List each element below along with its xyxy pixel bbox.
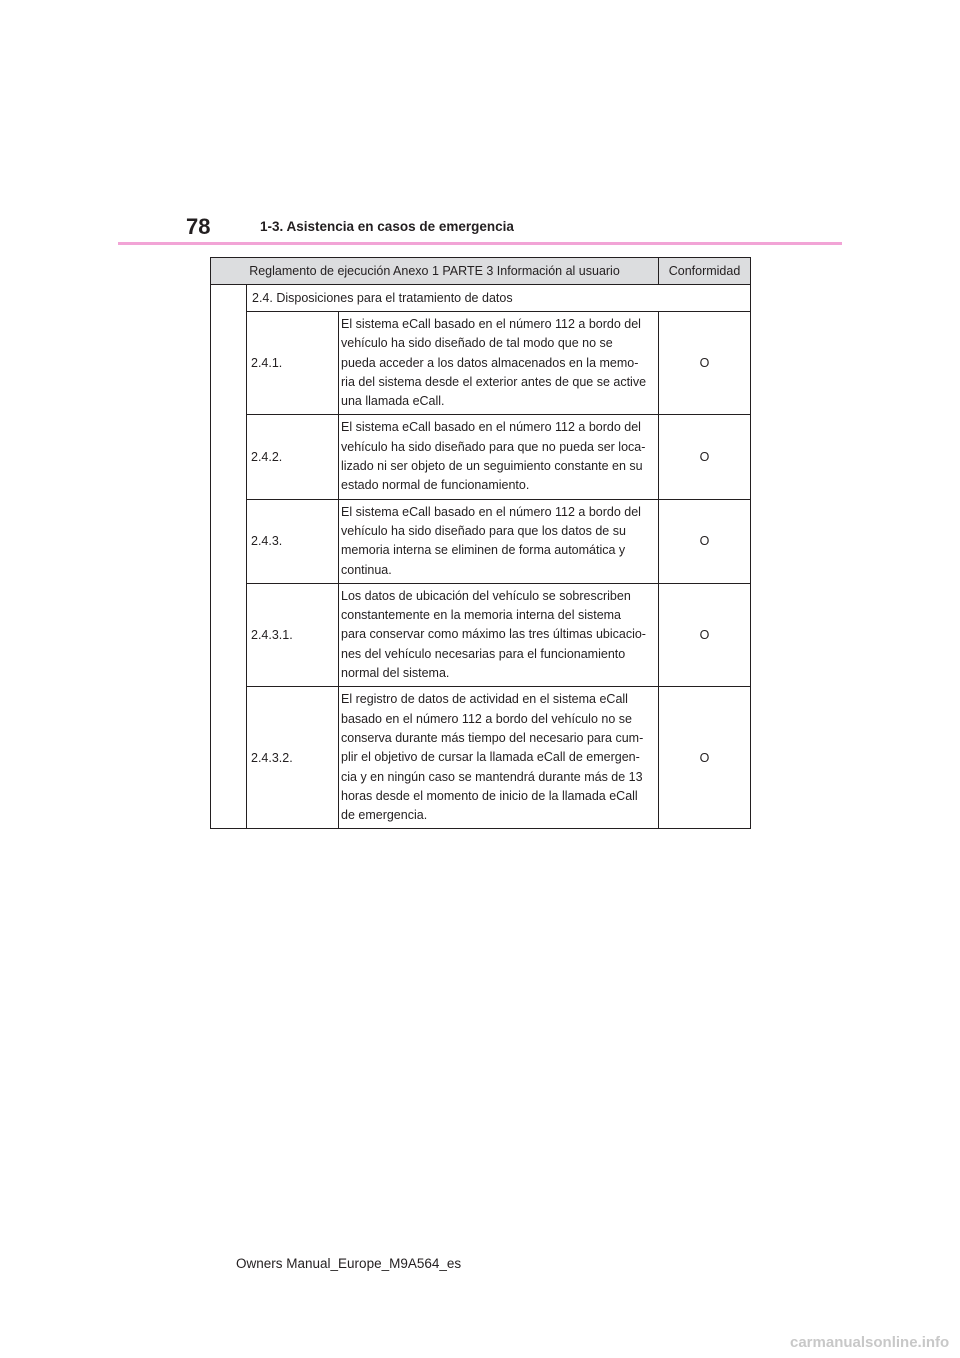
description-line: El sistema eCall basado en el número 112 a bordo del <box>341 317 641 331</box>
description-line: de emergencia. <box>341 808 428 823</box>
clause-description <box>339 499 659 583</box>
description-line: Los datos de ubicación del vehículo se sobrescriben <box>341 588 631 603</box>
description-line: nes del vehículo necesarias para el funcionamiento <box>341 646 626 661</box>
section-heading: 2.4. Disposiciones para el tratamiento de datos <box>247 285 751 312</box>
header-divider <box>118 242 842 245</box>
description-line: continua. <box>341 562 392 577</box>
site-watermark: carmanualsonline.info <box>790 1334 950 1351</box>
manual-id-footer: Owners Manual_Europe_M9A564_es <box>236 1256 462 1271</box>
description-line: constantemente en la memoria interna del sistema <box>341 608 622 623</box>
description-line: El registro de datos de actividad en el sistema eCall <box>341 692 628 707</box>
clause-description <box>339 583 659 686</box>
conformity-column-header: Conformidad <box>659 258 751 285</box>
clause-number: 2.4.2. <box>247 415 339 499</box>
section-title: 1-3. Asistencia en casos de emergencia <box>260 219 514 234</box>
description-line: basado en el número 112 a bordo del vehículo no se <box>341 711 632 726</box>
conformity-mark: O <box>659 415 751 499</box>
conformity-mark: O <box>659 687 751 829</box>
description-line: horas desde el momento de inicio de la llamada eCall <box>341 788 638 803</box>
description-line: normal del sistema. <box>341 666 450 681</box>
description-line: El sistema eCall basado en el número 112 a bordo del <box>341 504 641 519</box>
conformity-mark: O <box>659 312 751 415</box>
table-row <box>211 312 751 415</box>
conformity-mark: O <box>659 499 751 583</box>
description-line: conserva durante más tiempo del necesario para cum- <box>341 730 644 745</box>
clause-description <box>339 415 659 499</box>
description-line: vehículo ha sido diseñado de tal modo que no se <box>341 336 613 351</box>
table-row <box>211 583 751 686</box>
description-line: vehículo ha sido diseñado para que no pueda ser loca- <box>341 439 646 454</box>
description-line: ria del sistema desde el exterior antes de que se active <box>341 374 647 389</box>
clause-number: 2.4.3.2. <box>247 687 339 829</box>
table-row <box>211 499 751 583</box>
description-line: estado normal de funcionamiento. <box>341 478 530 493</box>
description-line: para conservar como máximo las tres últimas ubicacio- <box>341 627 646 642</box>
regulation-column-header: Reglamento de ejecución Anexo 1 PARTE 3 Información al usuario <box>211 258 659 285</box>
conformity-mark: O <box>659 583 751 686</box>
clause-number: 2.4.3.1. <box>247 583 339 686</box>
description-line: El sistema eCall basado en el número 112 a bordo del <box>341 420 641 435</box>
clause-number: 2.4.3. <box>247 499 339 583</box>
description-line: cia y en ningún caso se mantendrá durante más de 13 <box>341 769 643 784</box>
description-line: memoria interna se eliminen de forma automática y <box>341 543 626 558</box>
clause-description <box>339 312 659 415</box>
description-line: una llamada eCall. <box>341 394 445 409</box>
table-row <box>211 415 751 499</box>
description-line: vehículo ha sido diseñado para que los datos de su <box>341 523 626 538</box>
description-line: lizado ni ser objeto de un seguimiento constante en su <box>341 459 643 474</box>
description-line: plir el objetivo de cursar la llamada eCall de emergen- <box>341 750 640 765</box>
page-number: 78 <box>186 214 211 239</box>
section-row <box>211 285 751 312</box>
table-header-row <box>211 258 751 285</box>
clause-number: 2.4.1. <box>247 312 339 415</box>
table-row <box>211 687 751 829</box>
regulation-table <box>210 257 751 829</box>
indent-cell <box>211 285 247 829</box>
description-line: pueda acceder a los datos almacenados en la memo- <box>341 355 639 370</box>
clause-description <box>339 687 659 829</box>
